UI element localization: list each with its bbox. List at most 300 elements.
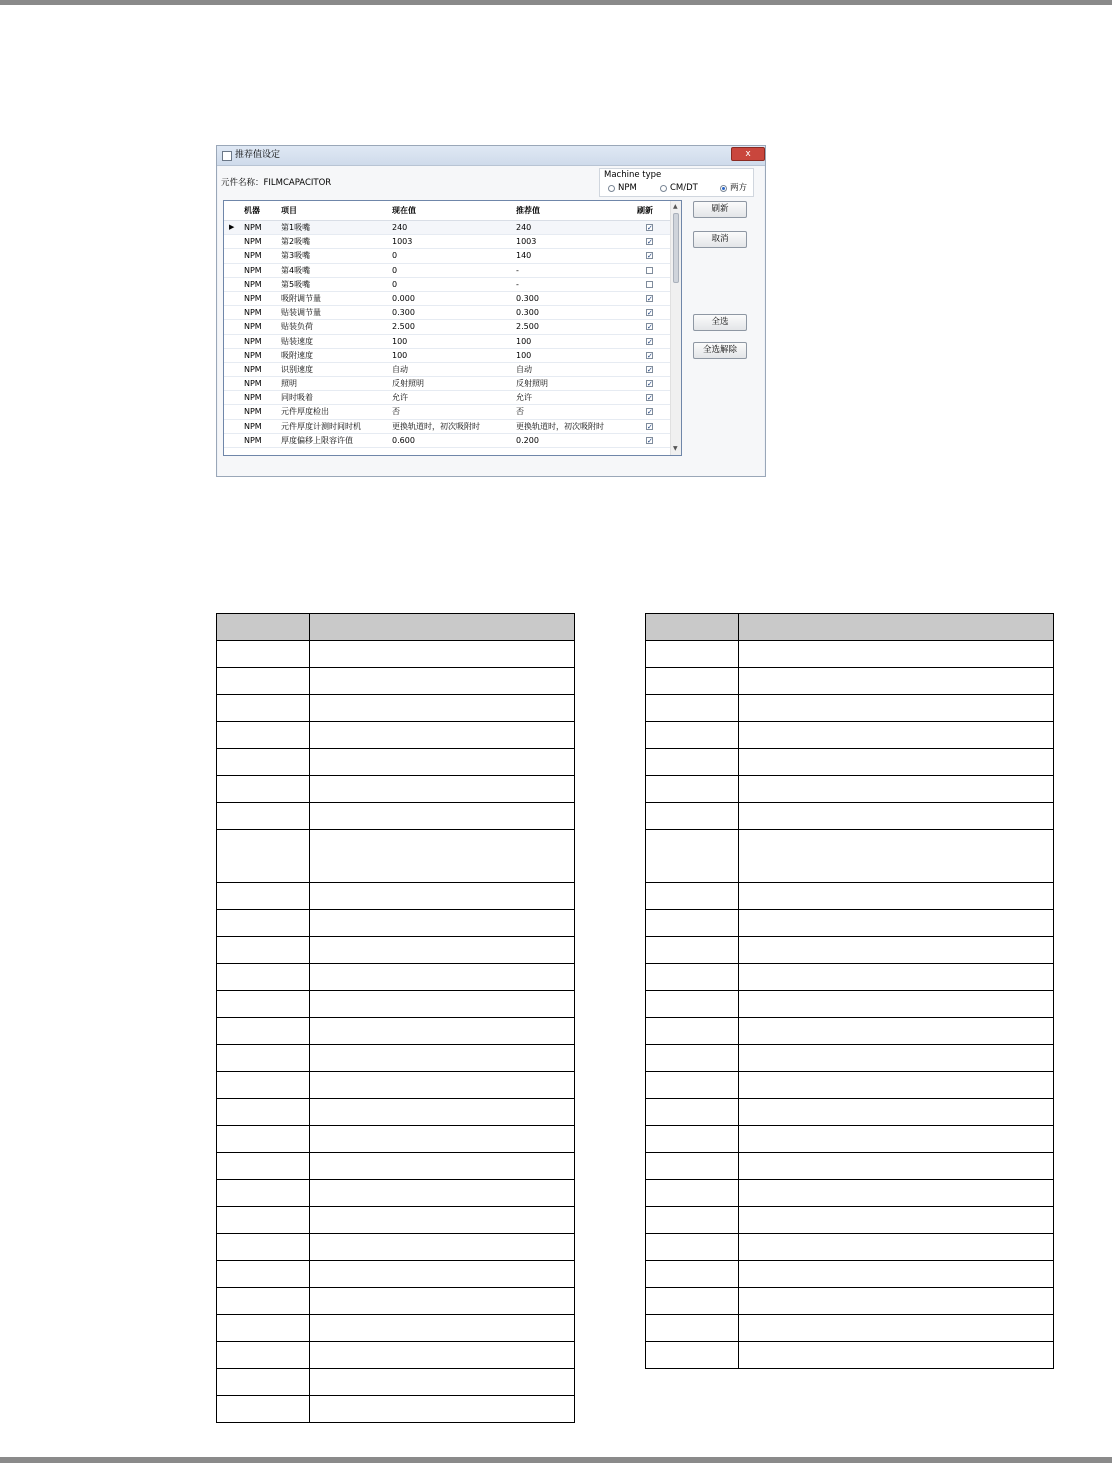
cell-machine: NPM	[244, 364, 262, 374]
table-cell	[738, 1018, 1053, 1045]
deselect-all-button[interactable]: 全选解除	[693, 342, 747, 359]
table-cell	[309, 1072, 574, 1099]
table-cell	[738, 910, 1053, 937]
part-name-label: 元件名称：FILMCAPACITOR	[221, 178, 332, 188]
cell-current: 0	[392, 279, 398, 289]
table-row	[217, 1072, 575, 1099]
table-cell	[309, 1288, 574, 1315]
table-cell	[738, 1207, 1053, 1234]
table-cell	[217, 1072, 310, 1099]
table-cell	[646, 1045, 739, 1072]
table-cell	[646, 1288, 739, 1315]
cell-machine: NPM	[244, 223, 262, 232]
table-cell	[309, 830, 574, 883]
cell-recommended: -	[516, 265, 519, 275]
table-cell	[217, 1153, 310, 1180]
table-cell	[309, 1126, 574, 1153]
column-header-refresh[interactable]: 刷新	[637, 206, 653, 215]
cell-machine: NPM	[244, 336, 262, 346]
table-row	[646, 883, 1054, 910]
refresh-checkbox[interactable]: ✓	[647, 252, 653, 261]
cell-current: 2.500	[392, 322, 415, 332]
table-cell	[738, 1342, 1053, 1369]
radio-both[interactable]	[720, 183, 747, 194]
refresh-checkbox[interactable]: ✓	[647, 436, 653, 445]
table-cell	[646, 1180, 739, 1207]
grid-row[interactable]	[224, 335, 670, 349]
cell-item: 第4吸嘴	[281, 265, 311, 275]
table-cell	[217, 1369, 310, 1396]
table-cell	[646, 668, 739, 695]
dialog-titlebar	[217, 146, 765, 166]
close-button[interactable]: x	[731, 147, 765, 161]
table-cell	[738, 1045, 1053, 1072]
table-cell	[217, 1342, 310, 1369]
table-cell	[309, 1315, 574, 1342]
cell-item: 厚度偏移上限容许值	[281, 435, 353, 445]
table-row	[217, 1234, 575, 1261]
recommended-values-grid	[223, 200, 682, 456]
scroll-down-icon[interactable]: ▼	[673, 445, 678, 452]
table-cell	[738, 883, 1053, 910]
radio-dot-selected	[720, 185, 727, 192]
table-cell	[738, 937, 1053, 964]
table-cell	[309, 1261, 574, 1288]
cell-current: 100	[392, 350, 408, 360]
table-cell	[309, 883, 574, 910]
cell-current: 反射照明	[392, 379, 424, 389]
refresh-checkbox[interactable]: ✓	[647, 323, 653, 332]
machine-type-group	[599, 168, 754, 197]
grid-row[interactable]	[224, 320, 670, 334]
cell-machine: NPM	[244, 279, 262, 289]
cell-recommended: 自动	[516, 364, 532, 374]
table-cell	[309, 1045, 574, 1072]
table-cell	[309, 641, 574, 668]
cell-item: 照明	[281, 379, 297, 389]
cell-machine: NPM	[244, 237, 262, 247]
refresh-checkbox[interactable]: ✓	[647, 408, 653, 417]
grid-row[interactable]	[224, 249, 670, 263]
table-cell	[309, 1207, 574, 1234]
grid-row[interactable]	[224, 306, 670, 320]
cell-current: 240	[392, 223, 408, 232]
cell-item: 同时吸着	[281, 393, 313, 403]
cell-item: 第5吸嘴	[281, 279, 311, 289]
table-cell	[309, 1369, 574, 1396]
cell-item: 第2吸嘴	[281, 237, 311, 247]
table-row	[646, 1288, 1054, 1315]
table-row	[217, 937, 575, 964]
radio-cmdt[interactable]	[660, 183, 698, 194]
cell-machine: NPM	[244, 393, 262, 403]
table-cell	[646, 749, 739, 776]
cell-current: 更换轨道时，初次吸附时	[392, 421, 480, 431]
table-cell	[738, 1126, 1053, 1153]
table-row	[217, 668, 575, 695]
table-cell	[309, 991, 574, 1018]
grid-row[interactable]	[224, 264, 670, 278]
table-row	[217, 641, 575, 668]
table-cell	[217, 776, 310, 803]
table-cell	[217, 1126, 310, 1153]
column-header-item[interactable]: 项目	[281, 206, 297, 215]
table-cell	[217, 1315, 310, 1342]
table-cell	[217, 1180, 310, 1207]
refresh-checkbox[interactable]: ✓	[647, 351, 653, 360]
column-header-current[interactable]: 现在值	[392, 206, 416, 215]
cell-item: 吸附调节量	[281, 293, 321, 303]
radio-label: NPM	[618, 183, 637, 193]
table-cell	[738, 722, 1053, 749]
table-cell	[217, 641, 310, 668]
cell-recommended: 0.200	[516, 435, 539, 445]
refresh-checkbox[interactable]: ✓	[647, 224, 653, 232]
table-row	[217, 1045, 575, 1072]
header-cell	[217, 614, 310, 641]
cell-item: 贴装速度	[281, 336, 313, 346]
grid-row[interactable]	[224, 292, 670, 306]
table-cell	[646, 695, 739, 722]
cell-machine: NPM	[244, 350, 262, 360]
table-row	[217, 1288, 575, 1315]
table-cell	[646, 1342, 739, 1369]
cell-machine: NPM	[244, 265, 262, 275]
refresh-checkbox[interactable]	[646, 267, 653, 274]
table-cell	[646, 776, 739, 803]
page-bottom-rule	[0, 1457, 1112, 1463]
table-cell	[217, 883, 310, 910]
right-empty-table	[645, 613, 1054, 1369]
grid-row[interactable]	[224, 434, 670, 448]
cell-recommended: -	[516, 279, 519, 289]
table-row	[217, 749, 575, 776]
table-row	[217, 1180, 575, 1207]
radio-dot	[608, 185, 615, 192]
table-row	[646, 668, 1054, 695]
header-cell	[646, 614, 739, 641]
select-all-button[interactable]: 全选	[693, 314, 747, 331]
table-row	[646, 749, 1054, 776]
refresh-checkbox[interactable]: ✓	[647, 365, 653, 374]
cell-recommended: 更换轨道时，初次吸附时	[516, 421, 604, 431]
table-cell	[309, 722, 574, 749]
table-cell	[646, 937, 739, 964]
table-cell	[646, 1072, 739, 1099]
cell-machine: NPM	[244, 251, 262, 261]
refresh-checkbox[interactable]: ✓	[647, 309, 653, 318]
table-cell	[309, 1153, 574, 1180]
cell-machine: NPM	[244, 293, 262, 303]
refresh-checkbox[interactable]: ✓	[647, 422, 653, 431]
grid-scrollbar[interactable]	[670, 201, 682, 455]
table-cell	[646, 1099, 739, 1126]
table-cell	[217, 991, 310, 1018]
cell-recommended: 240	[516, 223, 532, 232]
table-row	[646, 1045, 1054, 1072]
table-cell	[738, 1153, 1053, 1180]
cell-recommended: 1003	[516, 237, 537, 247]
table-cell	[738, 776, 1053, 803]
dialog-title: 推荐值设定	[235, 150, 281, 160]
table-cell	[217, 1099, 310, 1126]
table-cell	[738, 1072, 1053, 1099]
grid-row[interactable]	[224, 349, 670, 363]
table-cell	[738, 991, 1053, 1018]
cell-recommended: 0.300	[516, 293, 539, 303]
refresh-checkbox[interactable]: ✓	[647, 238, 653, 247]
table-row	[646, 830, 1054, 883]
cell-item: 元件厚度计测时间时机	[281, 421, 361, 431]
table-cell	[646, 1207, 739, 1234]
cell-recommended: 100	[516, 336, 532, 346]
refresh-checkbox[interactable]: ✓	[647, 380, 653, 389]
table-row	[217, 1342, 575, 1369]
cell-recommended: 0.300	[516, 308, 539, 318]
cell-recommended: 100	[516, 350, 532, 360]
table-row	[217, 1126, 575, 1153]
recommended-value-dialog	[216, 145, 766, 477]
table-cell	[646, 641, 739, 668]
radio-label: CM/DT	[670, 183, 698, 193]
table-cell	[646, 1153, 739, 1180]
table-row	[646, 803, 1054, 830]
table-cell	[217, 964, 310, 991]
table-cell	[646, 722, 739, 749]
cell-current: 0	[392, 251, 398, 261]
table-row	[646, 641, 1054, 668]
table-row	[217, 830, 575, 883]
cell-current: 否	[392, 407, 400, 417]
table-cell	[646, 1315, 739, 1342]
table-row	[217, 1153, 575, 1180]
table-cell	[217, 1396, 310, 1423]
table-row	[217, 1315, 575, 1342]
cell-current: 自动	[392, 364, 408, 374]
cell-item: 贴装负荷	[281, 322, 313, 332]
header-cell	[738, 614, 1053, 641]
table-row	[217, 1207, 575, 1234]
table-row	[646, 964, 1054, 991]
table-cell	[217, 1018, 310, 1045]
table-cell	[217, 1261, 310, 1288]
cell-item: 第3吸嘴	[281, 251, 311, 261]
table-cell	[646, 1234, 739, 1261]
table-cell	[738, 668, 1053, 695]
table-cell	[309, 695, 574, 722]
refresh-checkbox[interactable]	[646, 281, 653, 288]
grid-header	[224, 201, 670, 221]
table-cell	[217, 1045, 310, 1072]
table-row	[217, 803, 575, 830]
table-row	[217, 1396, 575, 1423]
table-row	[646, 1126, 1054, 1153]
table-row	[646, 1018, 1054, 1045]
table-row	[217, 776, 575, 803]
table-cell	[309, 1234, 574, 1261]
table-row	[646, 1342, 1054, 1369]
cell-machine: NPM	[244, 435, 262, 445]
grid-row[interactable]	[224, 278, 670, 292]
row-selector-icon: ▶	[229, 223, 235, 231]
table-cell	[738, 695, 1053, 722]
table-row	[646, 910, 1054, 937]
table-cell	[217, 830, 310, 883]
table-cell	[309, 1180, 574, 1207]
radio-npm[interactable]	[608, 183, 637, 194]
table-cell	[738, 749, 1053, 776]
cell-current: 0.300	[392, 308, 415, 318]
table-cell	[646, 910, 739, 937]
grid-row[interactable]	[224, 363, 670, 377]
table-cell	[738, 1288, 1053, 1315]
grid-row[interactable]	[224, 405, 670, 419]
cell-item: 第1吸嘴	[281, 223, 311, 232]
table-cell	[309, 749, 574, 776]
grid-row[interactable]	[224, 235, 670, 249]
cell-recommended: 反射照明	[516, 379, 548, 389]
table-cell	[738, 803, 1053, 830]
table-cell	[309, 1342, 574, 1369]
table-cell	[217, 910, 310, 937]
column-header-machine[interactable]: 机器	[244, 206, 260, 215]
cell-item: 识别速度	[281, 364, 313, 374]
table-row	[646, 991, 1054, 1018]
table-row	[646, 1315, 1054, 1342]
table-cell	[309, 1396, 574, 1423]
table-row	[217, 695, 575, 722]
cell-machine: NPM	[244, 421, 262, 431]
table-cell	[217, 668, 310, 695]
cell-machine: NPM	[244, 322, 262, 332]
table-cell	[646, 1018, 739, 1045]
table-row	[646, 776, 1054, 803]
table-cell	[217, 695, 310, 722]
column-header-recommended[interactable]: 推荐值	[516, 206, 540, 215]
table-row	[217, 883, 575, 910]
page-top-rule	[0, 0, 1112, 5]
cell-current: 0.000	[392, 293, 415, 303]
table-cell	[738, 1261, 1053, 1288]
cell-current: 1003	[392, 237, 413, 247]
table-row	[217, 1018, 575, 1045]
cell-machine: NPM	[244, 379, 262, 389]
table-cell	[309, 803, 574, 830]
cell-recommended: 140	[516, 251, 532, 261]
table-row	[217, 1369, 575, 1396]
table-row	[217, 964, 575, 991]
refresh-checkbox[interactable]: ✓	[647, 394, 653, 403]
cell-recommended: 允许	[516, 393, 532, 403]
app-icon	[222, 151, 232, 161]
refresh-button[interactable]: 刷新	[693, 201, 747, 218]
table-row	[646, 695, 1054, 722]
table-row	[217, 1099, 575, 1126]
table-cell	[738, 641, 1053, 668]
table-cell	[217, 1288, 310, 1315]
table-row	[646, 1234, 1054, 1261]
left-empty-table	[216, 613, 575, 1423]
grid-row[interactable]	[224, 221, 670, 235]
radio-label: 两方	[730, 183, 748, 193]
cell-item: 元件厚度检出	[281, 407, 329, 417]
radio-dot	[660, 185, 667, 192]
table-cell	[646, 964, 739, 991]
table-cell	[646, 830, 739, 883]
machine-type-title: Machine type	[604, 170, 662, 180]
cell-recommended: 2.500	[516, 322, 539, 332]
grid-row[interactable]	[224, 377, 670, 391]
table-cell	[646, 803, 739, 830]
grid-rows	[224, 221, 670, 448]
table-cell	[217, 937, 310, 964]
table-cell	[217, 803, 310, 830]
table-row	[646, 1180, 1054, 1207]
cell-current: 100	[392, 336, 408, 346]
table-cell	[738, 1234, 1053, 1261]
table-row	[646, 1099, 1054, 1126]
table-cell	[646, 883, 739, 910]
cell-item: 贴装调节量	[281, 308, 321, 318]
cancel-button[interactable]: 取消	[693, 231, 747, 248]
cell-current: 0.600	[392, 435, 415, 445]
scroll-thumb[interactable]	[673, 213, 679, 283]
table-row	[646, 1072, 1054, 1099]
cell-current: 允许	[392, 393, 408, 403]
table-cell	[309, 1018, 574, 1045]
refresh-checkbox[interactable]: ✓	[647, 294, 653, 303]
table-cell	[738, 830, 1053, 883]
table-cell	[217, 1207, 310, 1234]
table-cell	[738, 1315, 1053, 1342]
table-cell	[309, 1099, 574, 1126]
table-cell	[738, 964, 1053, 991]
table-row	[646, 1261, 1054, 1288]
table-row	[217, 991, 575, 1018]
dialog-body	[218, 166, 764, 476]
table-cell	[217, 749, 310, 776]
table-cell	[309, 776, 574, 803]
grid-row[interactable]	[224, 391, 670, 405]
cell-recommended: 否	[516, 407, 524, 417]
grid-row[interactable]	[224, 420, 670, 434]
table-cell	[309, 910, 574, 937]
table-row	[217, 722, 575, 749]
cell-machine: NPM	[244, 407, 262, 417]
refresh-checkbox[interactable]: ✓	[647, 337, 653, 346]
scroll-up-icon[interactable]: ▲	[673, 203, 678, 210]
table-cell	[217, 1234, 310, 1261]
table-cell	[309, 964, 574, 991]
table-cell	[646, 991, 739, 1018]
table-row	[217, 1261, 575, 1288]
table-row	[646, 1153, 1054, 1180]
table-row	[646, 1207, 1054, 1234]
table-row	[646, 937, 1054, 964]
table-cell	[646, 1126, 739, 1153]
cell-machine: NPM	[244, 308, 262, 318]
table-row	[217, 910, 575, 937]
cell-item: 吸附速度	[281, 350, 313, 360]
table-cell	[738, 1099, 1053, 1126]
cell-current: 0	[392, 265, 398, 275]
table-cell	[738, 1180, 1053, 1207]
table-row	[646, 722, 1054, 749]
table-cell	[309, 668, 574, 695]
table-cell	[217, 722, 310, 749]
table-cell	[309, 937, 574, 964]
header-cell	[309, 614, 574, 641]
